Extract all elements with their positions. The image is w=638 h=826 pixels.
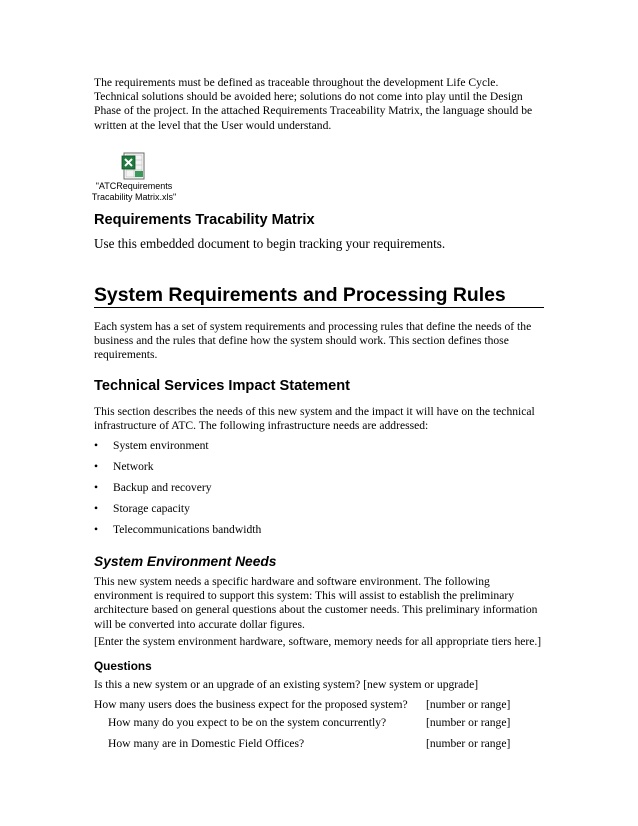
question-answer-placeholder: [number or range]: [426, 716, 511, 729]
question-answer-placeholder: [number or range]: [426, 737, 511, 750]
bullet-icon: •: [94, 523, 99, 536]
sen-line: architecture based on general questions about the customer needs. This preliminary information: [94, 603, 538, 617]
rtm-text: Use this embedded document to begin tracking your requirements.: [94, 236, 446, 251]
bullet-icon: •: [94, 502, 99, 515]
tsis-heading: Technical Services Impact Statement: [94, 378, 351, 394]
question-text: How many are in Domestic Field Offices?: [108, 737, 305, 750]
bullet-icon: •: [94, 481, 99, 494]
question-text: How many do you expect to be on the system concurrently?: [108, 716, 387, 729]
question-text: How many users does the business expect for the proposed system?: [94, 698, 408, 711]
sen-line: This new system needs a specific hardware and software environment. The following: [94, 575, 490, 588]
bullet-icon: •: [94, 439, 99, 452]
section-heading: System Requirements and Processing Rules: [94, 284, 506, 306]
rtm-heading: Requirements Tracability Matrix: [94, 212, 315, 228]
questions-heading: Questions: [94, 659, 152, 673]
list-item-text: Telecommunications bandwidth: [113, 523, 262, 536]
intro-line: written at the level that the User would understand.: [94, 118, 332, 132]
intro-line: Technical solutions should be avoided here; solutions do not come into play until the Design: [94, 90, 523, 104]
sen-instruction: [Enter the system environment hardware, software, memory needs for all appropriate tiers here.]: [94, 635, 542, 648]
sysreq-line: business and the rules that define how the system should work. This section defines those: [94, 334, 509, 348]
sysreq-line: requirements.: [94, 348, 158, 362]
sen-paragraph: [94, 575, 544, 632]
sen-heading: System Environment Needs: [94, 554, 277, 569]
tsis-paragraph: [94, 405, 544, 433]
intro-paragraph: [94, 76, 544, 133]
intro-line: The requirements must be defined as traceable throughout the development Life Cycle.: [94, 76, 499, 89]
attachment-caption[interactable]: [84, 181, 184, 203]
list-item-text: Network: [113, 460, 154, 473]
attachment-caption-line: Tracability Matrix.xls": [91, 192, 177, 202]
tsis-line: This section describes the needs of this new system and the impact it will have on the technical: [94, 405, 535, 418]
heading-rule: [94, 307, 544, 308]
sen-line: will be converted into accurate dollar figures.: [94, 617, 305, 631]
sen-line: environment is required to support this system: This will assist to establish the preliminary: [94, 589, 515, 603]
question-text: Is this a new system or an upgrade of an existing system? [new system or upgrade]: [94, 678, 479, 691]
excel-file-icon[interactable]: [121, 152, 147, 180]
attachment-caption-line: "ATCRequirements: [95, 181, 173, 191]
sysreq-paragraph: [94, 320, 544, 363]
intro-line: Phase of the project. In the attached Requirements Traceability Matrix, the language should be: [94, 104, 533, 118]
tsis-line: infrastructure of ATC. The following infrastructure needs are addressed:: [94, 419, 429, 433]
list-item-text: Storage capacity: [113, 502, 190, 515]
bullet-icon: •: [94, 460, 99, 473]
list-item-text: System environment: [113, 439, 209, 452]
question-answer-placeholder: [number or range]: [426, 698, 511, 711]
list-item-text: Backup and recovery: [113, 481, 212, 494]
sysreq-line: Each system has a set of system requirements and processing rules that define the needs of the: [94, 320, 532, 333]
